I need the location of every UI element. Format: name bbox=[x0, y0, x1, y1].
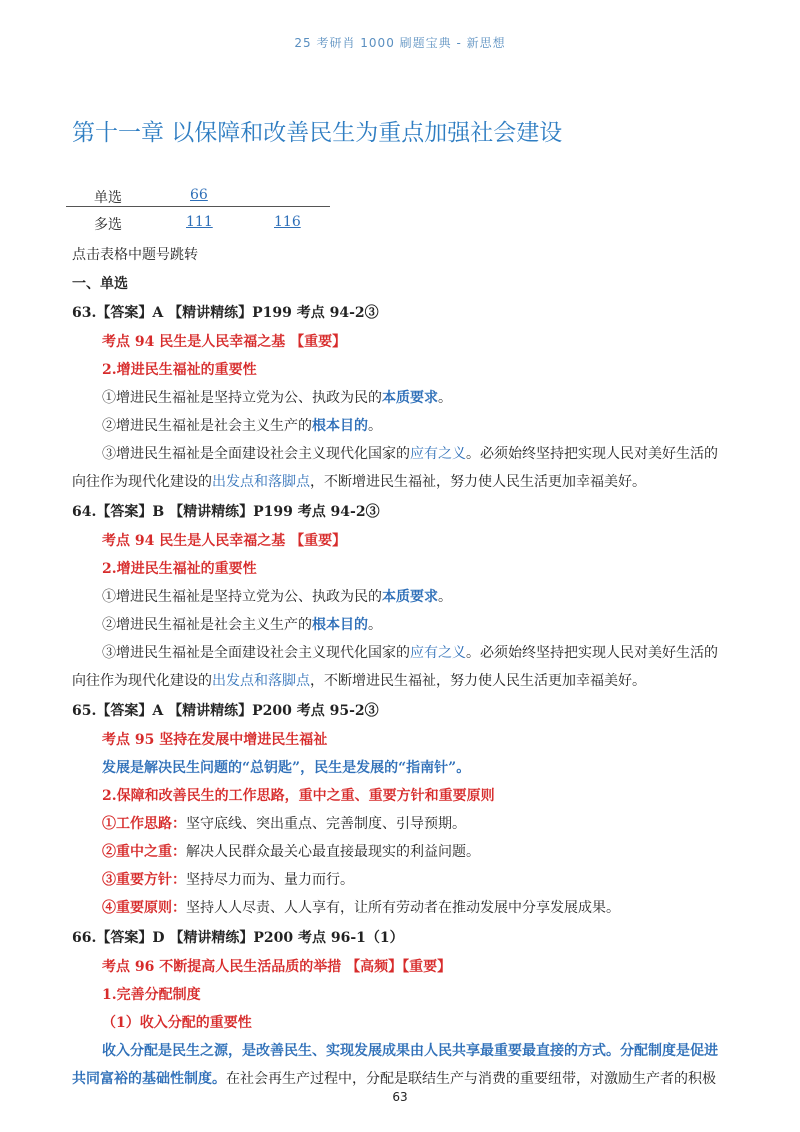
q66-paragraph-line-1: 收入分配是民生之源，是改善民生、实现发展成果由人民共享最重要最直接的方式。分配制度是促进 bbox=[102, 1043, 718, 1059]
item-label: ④重要原则： bbox=[102, 900, 186, 916]
text: 坚持人人尽责、人人享有，让所有劳动者在推动发展中分享发展成果。 bbox=[186, 900, 620, 916]
q64-point-3 bbox=[102, 642, 800, 662]
highlight: 应有之义 bbox=[410, 645, 466, 661]
text: ①增进民生福祉是坚持立党为公、执政为民的 bbox=[102, 390, 382, 406]
text: 。 bbox=[368, 617, 382, 633]
q65-item-1 bbox=[102, 813, 800, 833]
kp-95-key-sentence: 发展是解决民生问题的“总钥匙”，民生是发展的“指南针”。 bbox=[102, 760, 471, 776]
page-number: 63 bbox=[392, 1090, 408, 1104]
text: 在社会再生产过程中，分配是联结生产与消费的重要纽带，对激励生产者的积极 bbox=[226, 1071, 716, 1087]
text: 向往作为现代化建设的 bbox=[72, 673, 212, 689]
multi-choice-label: 多选 bbox=[94, 217, 122, 233]
text: ，不断增进民生福祉，努力使人民生活更加幸福美好。 bbox=[310, 474, 646, 490]
text: ，不断增进民生福祉，努力使人民生活更加幸福美好。 bbox=[310, 673, 646, 689]
kp-94-title-2: 考点 94 民生是人民幸福之基 【重要】 bbox=[102, 533, 347, 549]
highlight: 共同富裕的基础性制度。 bbox=[72, 1071, 226, 1087]
multi-choice-row bbox=[66, 210, 330, 237]
highlight: 本质要求 bbox=[382, 589, 438, 605]
question-link-116[interactable]: 116 bbox=[274, 214, 301, 230]
text: ②增进民生福祉是社会主义生产的 bbox=[102, 617, 312, 633]
text: 。 bbox=[438, 589, 452, 605]
text: 。必须始终坚持把实现人民对美好生活的 bbox=[466, 645, 718, 661]
item-label: ②重中之重： bbox=[102, 844, 186, 860]
text: 。 bbox=[368, 418, 382, 434]
single-choice-label: 单选 bbox=[94, 190, 122, 206]
text: 。 bbox=[438, 390, 452, 406]
question-link-111[interactable]: 111 bbox=[186, 214, 213, 230]
text: ①增进民生福祉是坚持立党为公、执政为民的 bbox=[102, 589, 382, 605]
text: ③增进民生福祉是全面建设社会主义现代化国家的 bbox=[102, 446, 410, 462]
text: 坚守底线、突出重点、完善制度、引导预期。 bbox=[186, 816, 466, 832]
kp-95-title: 考点 95 坚持在发展中增进民生福祉 bbox=[102, 732, 328, 748]
text: 。必须始终坚持把实现人民对美好生活的 bbox=[466, 446, 718, 462]
text: ③增进民生福祉是全面建设社会主义现代化国家的 bbox=[102, 645, 410, 661]
q64-point-1 bbox=[102, 586, 800, 606]
highlight: 本质要求 bbox=[382, 390, 438, 406]
section-heading: 一、单选 bbox=[72, 276, 128, 292]
answer-64-heading: 64.【答案】B 【精讲精练】P199 考点 94-2③ bbox=[72, 504, 380, 520]
kp-96-title: 考点 96 不断提高人民生活品质的举措 【高频】【重要】 bbox=[102, 959, 452, 975]
single-choice-row bbox=[66, 183, 330, 210]
kp-96-subheading: 1.完善分配制度 bbox=[102, 987, 201, 1003]
q64-point-2 bbox=[102, 614, 800, 634]
highlight: 根本目的 bbox=[312, 418, 368, 434]
kp-95-subheading: 2.保障和改善民生的工作思路，重中之重、重要方针和重要原则 bbox=[102, 788, 495, 804]
kp-94-subheading: 2.增进民生福祉的重要性 bbox=[102, 362, 257, 378]
q63-point-3 bbox=[102, 443, 800, 463]
q65-item-4 bbox=[102, 897, 800, 917]
q64-point-3-cont bbox=[72, 670, 800, 690]
text: ②增进民生福祉是社会主义生产的 bbox=[102, 418, 312, 434]
q63-point-1 bbox=[102, 387, 800, 407]
kp-94-subheading-2: 2.增进民生福祉的重要性 bbox=[102, 561, 257, 577]
highlight: 出发点和落脚点 bbox=[212, 474, 310, 490]
text: 解决人民群众最关心最直接最现实的利益问题。 bbox=[186, 844, 480, 860]
jump-hint: 点击表格中题号跳转 bbox=[72, 247, 198, 263]
highlight: 根本目的 bbox=[312, 617, 368, 633]
highlight: 出发点和落脚点 bbox=[212, 673, 310, 689]
q66-paragraph-line-2 bbox=[72, 1068, 800, 1088]
table-divider bbox=[66, 206, 330, 207]
text: 向往作为现代化建设的 bbox=[72, 474, 212, 490]
answer-63-heading: 63.【答案】A 【精讲精练】P199 考点 94-2③ bbox=[72, 305, 379, 321]
chapter-title: 第十一章 以保障和改善民生为重点加强社会建设 bbox=[72, 120, 563, 146]
answer-66-heading: 66.【答案】D 【精讲精练】P200 考点 96-1（1） bbox=[72, 930, 404, 946]
question-index-table bbox=[66, 183, 330, 237]
q65-item-3 bbox=[102, 869, 800, 889]
kp-96-subheading-2: （1）收入分配的重要性 bbox=[102, 1015, 252, 1031]
highlight: 应有之义 bbox=[410, 446, 466, 462]
q63-point-2 bbox=[102, 415, 800, 435]
item-label: ③重要方针： bbox=[102, 872, 186, 888]
kp-94-title: 考点 94 民生是人民幸福之基 【重要】 bbox=[102, 334, 347, 350]
running-header: 25 考研肖 1000 刷题宝典 - 新思想 bbox=[294, 36, 506, 50]
q65-item-2 bbox=[102, 841, 800, 861]
item-label: ①工作思路： bbox=[102, 816, 186, 832]
question-link-66[interactable]: 66 bbox=[190, 187, 208, 203]
answer-65-heading: 65.【答案】A 【精讲精练】P200 考点 95-2③ bbox=[72, 703, 379, 719]
q63-point-3-cont bbox=[72, 471, 800, 491]
text: 坚持尽力而为、量力而行。 bbox=[186, 872, 354, 888]
